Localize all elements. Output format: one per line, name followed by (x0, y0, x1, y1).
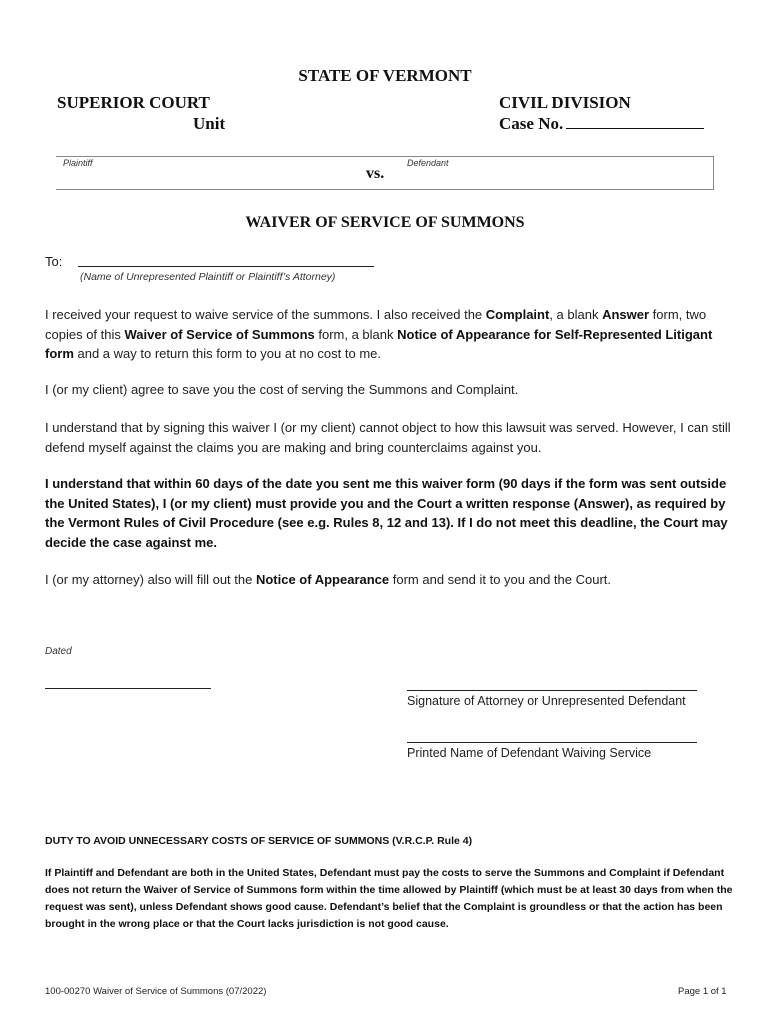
paragraph-agree: I (or my client) agree to save you the cost of serving the Summons and Complaint. (45, 382, 519, 397)
to-field[interactable] (78, 266, 374, 267)
printed-name-label: Printed Name of Defendant Waiving Service (407, 746, 652, 760)
defendant-label: Defendant (407, 158, 449, 168)
to-sublabel: (Name of Unrepresented Plaintiff or Plaintiff’s Attorney) (80, 271, 336, 283)
paragraph-received: I received your request to waive service of the summons. I also received the Complaint, a blank Answer form, two copies of this Waiver of Service of Summons form, a blank Notice of Appearance for Self-Represented Litigant form and a way to return this form to you at no cost to me. (45, 307, 713, 361)
date-field[interactable] (45, 688, 211, 689)
paragraph-appearance: I (or my attorney) also will fill out the Notice of Appearance form and send it to you and the Court. (45, 572, 611, 587)
plaintiff-field[interactable] (56, 156, 407, 190)
case-number (499, 114, 704, 134)
duty-heading: DUTY TO AVOID UNNECESSARY COSTS OF SERVICE OF SUMMONS (V.R.C.P. Rule 4) (45, 835, 473, 847)
form-id: 100-00270 Waiver of Service of Summons (07/2022) (45, 986, 267, 997)
unit-label: Unit (193, 114, 226, 133)
signature-label: Signature of Attorney or Unrepresented Defendant (407, 694, 686, 708)
plaintiff-label: Plaintiff (63, 158, 93, 168)
division-name: CIVIL DIVISION (499, 93, 631, 112)
document-title: WAIVER OF SERVICE OF SUMMONS (245, 214, 525, 231)
to-label: To: (45, 254, 63, 269)
page-number: Page 1 of 1 (678, 986, 727, 997)
court-name: SUPERIOR COURT (57, 93, 210, 112)
versus-label: vs. (366, 165, 385, 182)
dated-label: Dated (45, 646, 72, 657)
paragraph-understand: I understand that by signing this waiver I (or my client) cannot object to how this lawsuit was served. However, I can still defend myself against the claims you are making and bring counterclaims against you. (45, 420, 731, 455)
state-heading: STATE OF VERMONT (298, 66, 472, 85)
duty-text: If Plaintiff and Defendant are both in the United States, Defendant must pay the costs to serve the Summons and Complaint if Defendant does not return the Waiver of Service of Summons form within the time allowed by Plaintiff (which must be at least 30 days from when the request was sent), unless Defendant shows good cause. Defendant’s belief that the Complaint is groundless or that the action has been brought in the wrong place or that the Court lacks jurisdiction is not good cause. (45, 867, 733, 930)
printed-name-field[interactable] (407, 742, 697, 743)
signature-field[interactable] (407, 690, 697, 691)
paragraph-deadline: I understand that within 60 days of the date you sent me this waiver form (90 days if the form was sent outside the United States), I (or my client) must provide you and the Court a written response (Answer), as required by the Vermont Rules of Civil Procedure (see e.g. Rules 8, 12 and 13). If I do not meet this deadline, the Court may decide the case against me. (45, 476, 728, 550)
case-number-field[interactable] (566, 114, 704, 129)
case-number-label: Case No. (499, 114, 564, 133)
